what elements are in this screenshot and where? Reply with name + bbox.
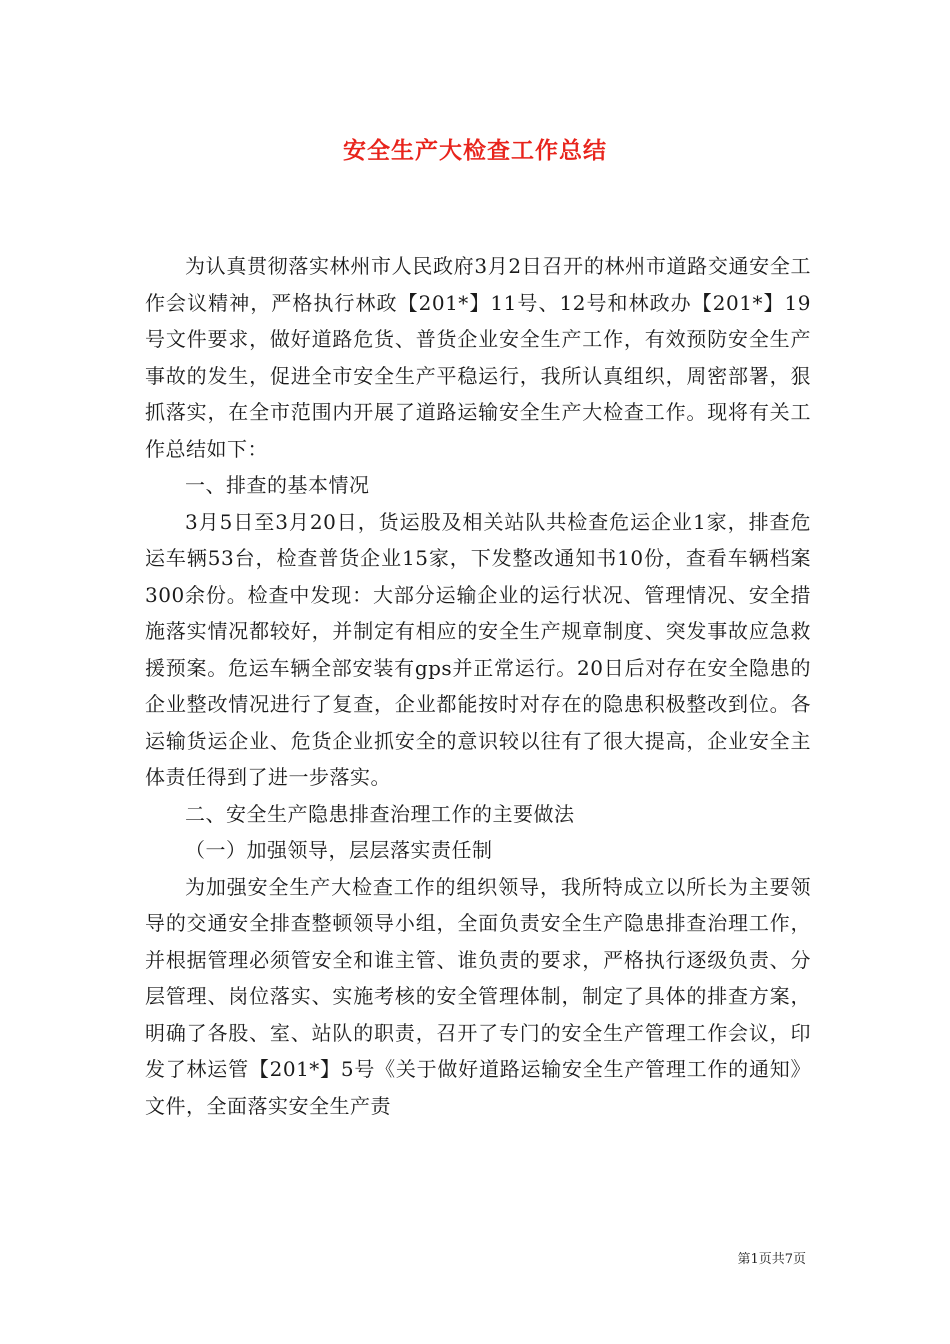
section-heading-2: 二、安全生产隐患排查治理工作的主要做法 xyxy=(185,801,575,826)
paragraph-inspection-details: 3月5日至3月20日，货运股及相关站队共检查危运企业1家，排查危运车辆53台，检查普货企业15家，下发整改通知书10份，查看车辆档案300余份。检查中发现：大部分运输企业的运行状况、管理情况、安全措施落实情况都较好，并制定有相应的安全生产规章制度、突发事故应急救援预案。危运车辆全部安装有gps并正常运行。20日后对存在安全隐患的企业整改情况进行了复查，企业都能按时对存在的隐患积极整改到位。各运输货运企业、危货企业抓安全的意识较以往有了很大提高，企业安全主体责任得到了进一步落实。 xyxy=(145,509,811,789)
subsection-heading-1: （一）加强领导，层层落实责任制 xyxy=(185,838,493,862)
page-number: 第1页共7页 xyxy=(737,1252,806,1267)
paragraph-intro: 为认真贯彻落实林州市人民政府3月2日召开的林州市道路交通安全工作会议精神，严格执行林政【201*】11号、12号和林政办【201*】19号文件要求，做好道路危货、普货企业安全生产工作，有效预防安全生产事故的发生，促进全市安全生产平稳运行，我所认真组织，周密部署，狠抓落实，在全市范围内开展了道路运输安全生产大检查工作。现将有关工作总结如下： xyxy=(145,254,811,461)
document-title: 安全生产大检查工作总结 xyxy=(343,137,607,164)
paragraph-leadership: 为加强安全生产大检查工作的组织领导，我所特成立以所长为主要领导的交通安全排查整顿领导小组，全面负责安全生产隐患排查治理工作，并根据管理必须管安全和谁主管、谁负责的要求，严格执行逐级负责、分层管理、岗位落实、实施考核的安全管理体制，制定了具体的排查方案，明确了各股、室、站队的职责，召开了专门的安全生产管理工作会议，印发了林运管【201*】5号《关于做好道路运输安全生产管理工作的通知》文件，全面落实安全生产责 xyxy=(145,874,811,1118)
document-body xyxy=(145,248,811,1124)
section-heading-1: 一、排查的基本情况 xyxy=(185,473,370,497)
